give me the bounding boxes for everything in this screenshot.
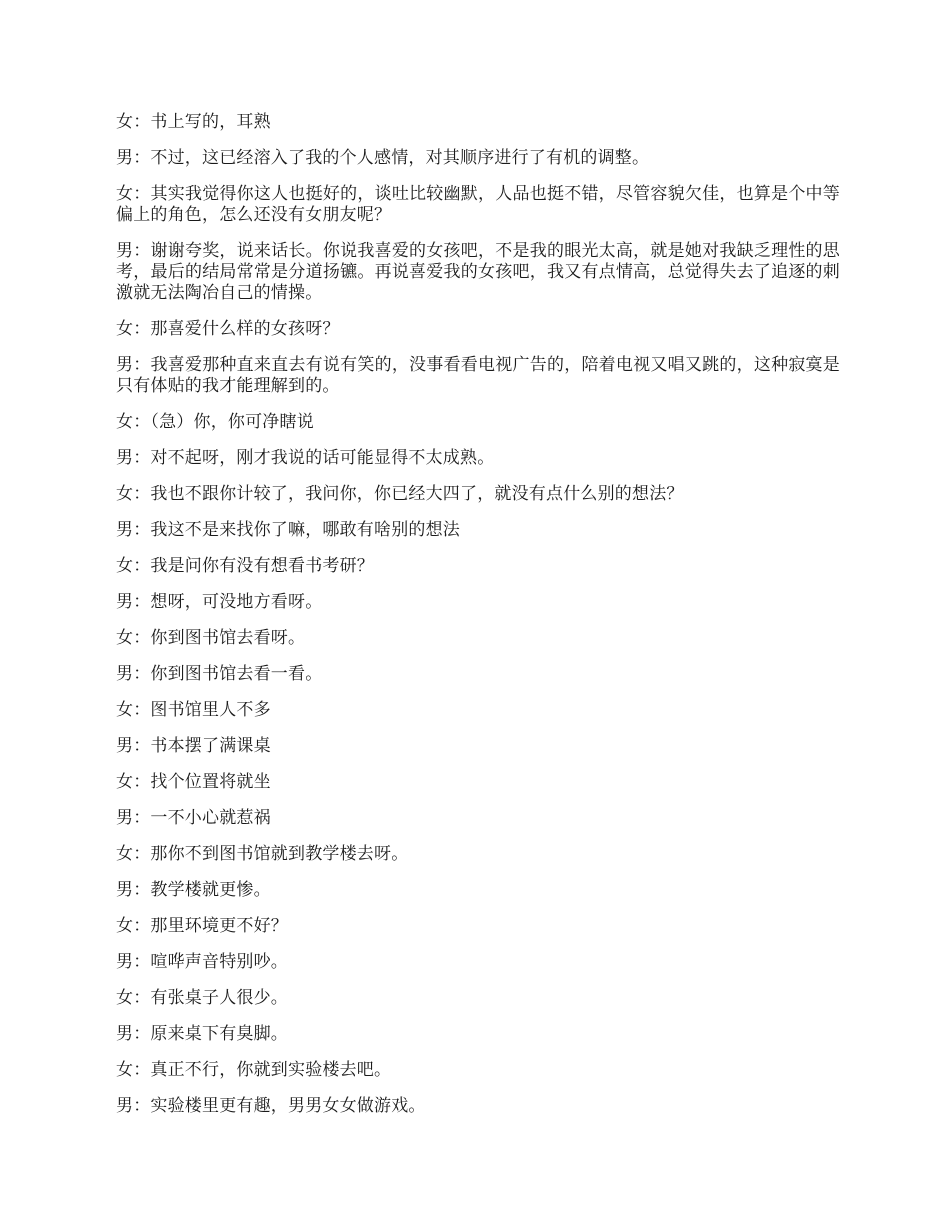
- dialogue-line-11: 女：我是问你有没有想看书考研？: [116, 556, 374, 576]
- dialogue-line-14: 男：你到图书馆去看一看。: [116, 664, 323, 684]
- dialogue-line-12: 男：想呀，可没地方看呀。: [116, 592, 323, 612]
- dialogue-line-25: 女：真正不行，你就到实验楼去吧。: [116, 1060, 392, 1080]
- dialogue-line-17: 女：找个位置将就坐: [116, 772, 271, 792]
- dialogue-line-3: 女：其实我觉得你这人也挺好的，谈吐比较幽默，人品也挺不错，尽管容貌欠佳，也算是个中等偏上的角色，怎么还没有女朋友呢？: [116, 184, 840, 225]
- dialogue-line-26: 男：实验楼里更有趣，男男女女做游戏。: [116, 1096, 426, 1116]
- dialogue-line-23: 女：有张桌子人很少。: [116, 988, 288, 1008]
- dialogue-line-21: 女：那里环境更不好？: [116, 916, 288, 936]
- dialogue-line-2: 男：不过，这已经溶入了我的个人感情，对其顺序进行了有机的调整。: [116, 148, 650, 168]
- dialogue-line-5: 女：那喜爱什么样的女孩呀？: [116, 319, 340, 339]
- dialogue-line-13: 女：你到图书馆去看呀。: [116, 628, 306, 648]
- dialogue-line-10: 男：我这不是来找你了嘛，哪敢有啥别的想法: [116, 520, 460, 540]
- dialogue-line-24: 男：原来桌下有臭脚。: [116, 1024, 288, 1044]
- dialogue-line-6: 男：我喜爱那种直来直去有说有笑的，没事看看电视广告的，陪着电视又唱又跳的，这种寂寞是只有体贴的我才能理解到的。: [116, 355, 840, 396]
- dialogue-line-16: 男：书本摆了满课桌: [116, 736, 271, 756]
- dialogue-line-4: 男：谢谢夸奖，说来话长。你说我喜爱的女孩吧，不是我的眼光太高，就是她对我缺乏理性的思考，最后的结局常常是分道扬镳。再说喜爱我的女孩吧，我又有点情高，总觉得失去了追逐的刺激就无法陶冶自己的情操。: [116, 241, 840, 303]
- dialogue-line-22: 男：喧哗声音特别吵。: [116, 952, 288, 972]
- dialogue-line-15: 女：图书馆里人不多: [116, 700, 271, 720]
- dialogue-line-9: 女：我也不跟你计较了，我问你，你已经大四了，就没有点什么别的想法？: [116, 484, 684, 504]
- dialogue-line-20: 男：教学楼就更惨。: [116, 880, 271, 900]
- dialogue-line-18: 男：一不小心就惹祸: [116, 808, 271, 828]
- dialogue-line-8: 男：对不起呀，刚才我说的话可能显得不太成熟。: [116, 448, 495, 468]
- dialogue-line-7: 女：（急）你，你可净瞎说: [116, 412, 314, 432]
- dialogue-line-1: 女：书上写的，耳熟: [116, 112, 271, 132]
- dialogue-body: [116, 112, 840, 1132]
- dialogue-line-19: 女：那你不到图书馆就到教学楼去呀。: [116, 844, 409, 864]
